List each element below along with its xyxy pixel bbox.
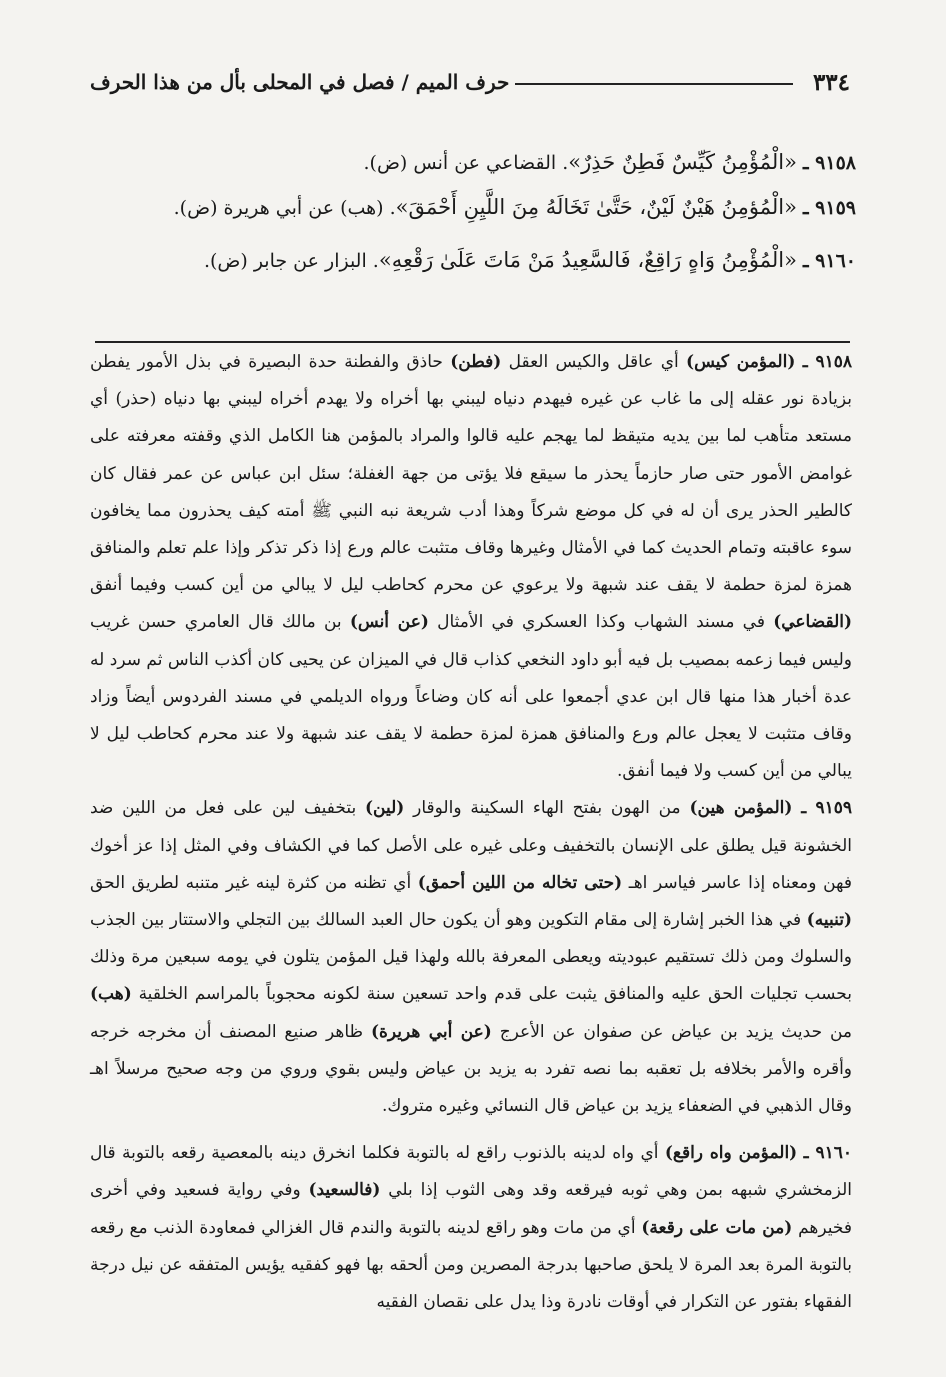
quoted-phrase: (من مات على رقعة)	[641, 1217, 793, 1238]
hadith-source: . البزار عن جابر (ض).	[203, 250, 379, 272]
hadith-matn: «الْمُؤْمِنُ كَيِّسٌ فَطِنٌ حَذِرٌ»	[568, 150, 797, 174]
quoted-phrase: (فطن)	[450, 352, 502, 372]
commentary-9159	[90, 790, 852, 1125]
hadith-number: ٩١٥٨ ـ	[802, 152, 856, 174]
quoted-phrase: (تنبيه)	[806, 910, 852, 931]
quoted-phrase: (المؤمن كيس)	[686, 352, 796, 372]
hadith-number: ٩١٦٠ ـ	[802, 250, 856, 272]
hadith-9159	[88, 185, 856, 230]
commentary-number: ٩١٥٩ ـ	[801, 798, 853, 819]
commentary-text: في هذا الخبر إشارة إلى مقام التكوين وهو أن يكون حال العبد السالك بين التجلي والاستتار بين الجذب والسلوك ومن ذلك تستقيم عبوديته ويعطى المعرفة بالله ولهذا قيل المؤمن يتلون في يومه سبعين مرة وذلك بحسب تجليات الحق عليه والمنافق يثبت على قدم واحد تسعين سنة لكونه محجوباً بالمراسم الخلقية	[90, 910, 852, 1005]
commentary-text: بتخفيف لين على فعل من اللين ضد الخشونة قيل يطلق على الإنسان بالتخفيف وعلى غيره على الأصل كما في الكشاف وفي المثل إذا عز أخوك فهن ومعناه إذا عاسر فياسر اهـ	[90, 798, 852, 893]
quoted-phrase: (هب)	[90, 984, 132, 1005]
commentary-text: أي تظنه من كثرة لينه غير متنبه لطريق الحق	[90, 872, 418, 893]
quoted-phrase: (حتى تخاله من اللين أحمق)	[417, 872, 623, 893]
hadith-source: . (هب) عن أبي هريرة (ض).	[173, 197, 396, 219]
commentary	[90, 344, 852, 1321]
quoted-phrase: (المؤمن هين)	[689, 798, 793, 819]
quoted-phrase: (لين)	[365, 798, 405, 819]
commentary-text: ظاهر صنيع المصنف أن مخرجه خرجه وأقره والأمر بخلافه بل تعقبه بما نصه تفرد به يزيد بن عياض وليس بقوي وروي من وجه صحيح مرسلاً اهـ وقال الذهبي في الضعفاء يزيد بن عياض قال النسائي وغيره متروك.	[90, 1021, 852, 1117]
hadith-texts	[88, 140, 856, 283]
commentary-text: أي من مات وهو راقع لدينه بالتوبة والندم قال الغزالي فمعاودة الذنب مع رقعه بالتوبة المرة بعد المرة لا يلحق صاحبها بدرجة المصرين ومن ألحقه بها فهو كفقيه يؤيس المتفقه عن نيل درجة الفقهاء بفتور عن التكرار في أوقات نادرة وذا يدل على نقصان الفقيه	[90, 1217, 852, 1313]
page-header	[90, 62, 850, 102]
commentary-number: ٩١٥٨ ـ	[802, 352, 853, 372]
running-title: حرف الميم / فصل في المحلى بأل من هذا الحرف	[90, 70, 510, 94]
commentary-text: أي عاقل والكيس العقل	[501, 352, 687, 372]
quoted-phrase: (عن أبي هريرة)	[370, 1021, 492, 1042]
hadith-9160	[88, 238, 856, 283]
quoted-phrase: (القضاعي)	[773, 612, 853, 633]
commentary-text: من حديث يزيد بن عياض عن صفوان عن الأعرج	[491, 1021, 852, 1042]
quoted-phrase: (عن أنس)	[349, 612, 429, 633]
section-divider	[95, 341, 850, 343]
header-rule	[515, 83, 793, 85]
hadith-source: . القضاعي عن أنس (ض).	[363, 152, 569, 174]
commentary-9158	[90, 344, 852, 790]
hadith-number: ٩١٥٩ ـ	[802, 197, 856, 219]
commentary-text: من الهون بفتح الهاء السكينة والوقار	[404, 798, 690, 819]
quoted-phrase: (فالسعيد)	[308, 1180, 381, 1201]
commentary-text: وفي رواية فسعيد وفي أخرى فخيرهم	[90, 1180, 853, 1238]
hadith-9158	[88, 140, 856, 185]
commentary-number: ٩١٦٠ ـ	[803, 1143, 853, 1164]
hadith-matn: «الْمُؤمِنُ هَيْنٌ لَيْنٌ، حَتَّىٰ تَخَالَهُ مِنَ اللَّيِنِ أَحْمَقَ»	[395, 195, 797, 219]
commentary-text: حاذق والفطنة حدة البصيرة في بذل الأمور يفطن بزيادة نور عقله إلى ما غاب عن غيره فيهدم دنياه ليبني بها أخراه ولا يهدم أخراه ليبني بها دنياه (حذر) أي مستعد متأهب لما بين يديه متيقظ لما يهجم عليه قالوا والمراد بالمؤمن هنا الكامل الذي وقفته معرفته على غوامض الأمور حتى صار حازماً يحذر ما سيقع فلا يؤتى من جهة الغفلة؛ سئل ابن عباس عن عمر فقال كان كالطير الحذر يرى أن له في كل موضع شركاً وهذا أدب شريعة نبه النبي ﷺ أمته كيف يحذرون مما يخافون سوء عاقبته وتمام الحديث كما في الأمثال وغيرها وقاف متثبت عالم ورع إذا ذكر تذكر وإذا علم تعلم والمنافق همزة لمزة حطمة لا يقف عند شبهة ولا يرعوي عن محرم كحاطب ليل لا يبالي من أين كسب وفيما أنفق	[90, 352, 852, 596]
page-number: ٣٣٤	[812, 68, 850, 96]
commentary-text: بن مالك قال العامري حسن غريب وليس فيما زعمه بمصيب بل فيه أبو داود النخعي كذاب قال في الميزان عن يحيى كان أكذب الناس ثم سرد له عدة أخبار هذا منها قال ابن عدي أجمعوا على أنه كان وضاعاً ورواه الديلمي في مسند الفردوس أيضاً وزاد وقاف متثبت لا يعجل عالم ورع والمنافق همزة لمزة حطمة لا يقف عند شبهة ولا عند محرم كحاطب ليل لا يبالي من أين كسب ولا فيما أنفق.	[90, 612, 852, 782]
commentary-text: في مسند الشهاب وكذا العسكري في الأمثال	[428, 612, 774, 633]
commentary-text: أي واه لدينه بالذنوب راقع له بالتوبة فكلما انخرق دينه بالمعصية رقعه بالتوبة قال الزمخشري شبهه بمن وهي ثوبه فيرقعه وقد وهى الثوب إذا بلي	[90, 1143, 853, 1201]
hadith-matn: «الْمُؤْمِنُ وَاهٍ رَاقِعٌ، فَالسَّعِيدُ مَنْ مَاتَ عَلَىٰ رَقْعِهِ»	[378, 248, 797, 272]
quoted-phrase: (المؤمن واه راقع)	[664, 1143, 798, 1164]
commentary-9160	[90, 1135, 852, 1321]
